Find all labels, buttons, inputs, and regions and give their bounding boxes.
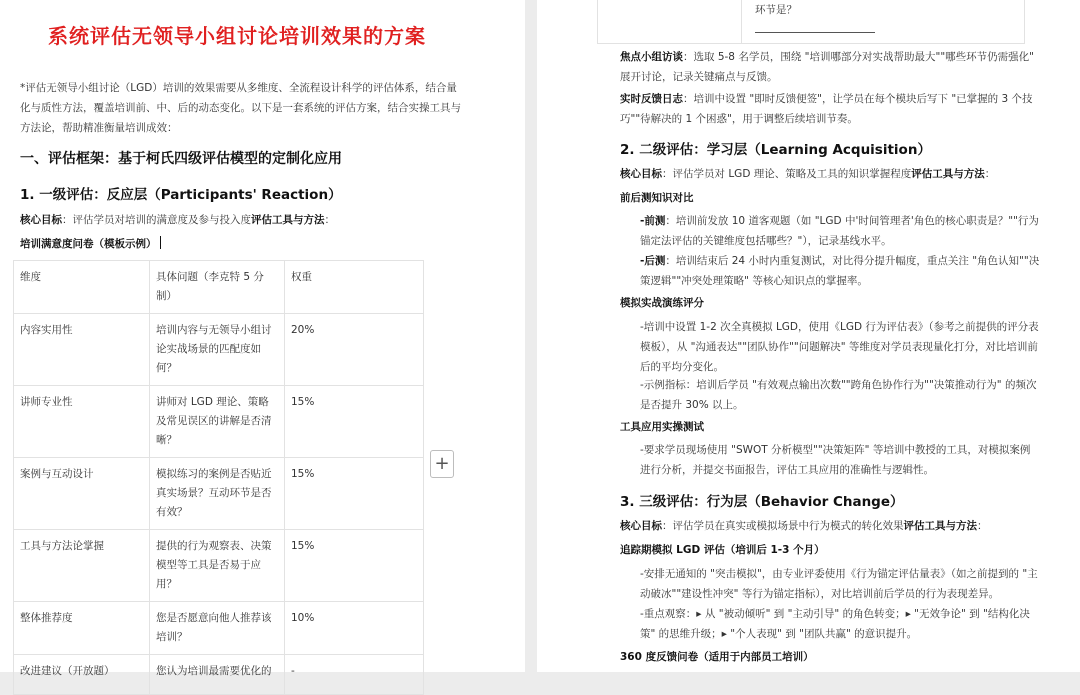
- section-heading-framework: 一、评估框架：基于柯氏四级评估模型的定制化应用: [20, 151, 342, 167]
- survey-title[interactable]: [20, 236, 161, 251]
- core-goal-label: 核心目标: [20, 214, 62, 226]
- table-header-cell: 维度: [14, 261, 150, 314]
- focus-group-label: 焦点小组访谈: [620, 51, 683, 63]
- table-cell: 您是否愿意向他人推荐该培训？: [150, 602, 285, 655]
- table-cell: 讲师对 LGD 理论、策略及常见误区的讲解是否清晰？: [150, 386, 285, 458]
- table-cell: 15%: [285, 386, 424, 458]
- prepost-label: 前后测知识对比: [620, 192, 694, 204]
- pretest-label: -前测: [640, 215, 666, 227]
- table-row: [14, 386, 424, 458]
- table-cell: 整体推荐度: [14, 602, 150, 655]
- pretest-paragraph: [640, 211, 1040, 251]
- table-row: [14, 655, 424, 695]
- pretest-text: ：培训前发放 10 道客观题（如 "LGD 中'时间管理者'角色的核心职责是？""行为锚定法评估的关键维度包括哪些？"），记录基线水平。: [640, 215, 1039, 247]
- core-goal-label: 核心目标: [620, 520, 662, 532]
- table-header-cell: 具体问题（李克特 5 分制）: [150, 261, 285, 314]
- table-cell: 提供的行为观察表、决策模型等工具是否易于应用？: [150, 530, 285, 602]
- level3-goal-text: ：评估学员在真实或模拟场景中行为模式的转化效果: [662, 520, 904, 532]
- answer-blank-line: [755, 18, 875, 33]
- table-cell: 案例与互动设计: [14, 458, 150, 530]
- table-cell: 模拟练习的案例是否贴近真实场景？互动环节是否有效？: [150, 458, 285, 530]
- table-row: [14, 458, 424, 530]
- tracking-label: 追踪期模拟 LGD 评估（培训后 1-3 个月）: [620, 544, 825, 556]
- tool-test-label: 工具应用实操测试: [620, 421, 704, 433]
- tool-test-text: -要求学员现场使用 "SWOT 分析模型""决策矩阵" 等培训中教授的工具，对模拟案例进行分析，并提交书面报告，评估工具应用的准确性与逻辑性。: [640, 444, 1031, 476]
- table-tail-text: 环节是？: [755, 4, 797, 16]
- posttest-paragraph: [640, 251, 1040, 291]
- survey-title-text: 培训满意度问卷（模板示例）: [20, 238, 157, 250]
- level1-heading: 1. 一级评估：反应层（Participants' Reaction）: [20, 187, 342, 203]
- colon: ：: [977, 520, 988, 532]
- table-row: [14, 314, 424, 386]
- table-cell: 15%: [285, 530, 424, 602]
- colon: ：: [984, 168, 996, 180]
- level2-core-goal: [620, 164, 1040, 184]
- colon: ：: [324, 214, 335, 226]
- table-cell: 10%: [285, 602, 424, 655]
- realtime-feedback-paragraph: [620, 89, 1040, 129]
- table-cell: 培训内容与无领导小组讨论实战场景的匹配度如何？: [150, 314, 285, 386]
- table-row: [14, 602, 424, 655]
- simulation-text-2: -示例指标：培训后学员 "有效观点输出次数""跨角色协作行为""决策推动行为" 的频次是否提升 30% 以上。: [640, 379, 1037, 411]
- focus-group-text: ：选取 5-8 名学员，围绕 "培训哪部分对实战帮助最大""哪些环节仍需强化" 展开讨论，记录关键痛点与反馈。: [620, 51, 1034, 83]
- feedback360-label: 360 度反馈问卷（适用于内部员工培训）: [620, 651, 814, 663]
- document-title: 系统评估无领导小组讨论培训效果的方案: [48, 24, 426, 48]
- posttest-text: ：培训结束后 24 小时内重复测试，对比得分提升幅度，重点关注 "角色认知""决策逻辑""冲突处理策略" 等核心知识点的掌握率。: [640, 255, 1040, 287]
- tracking-text-2: -重点观察：▸ 从 "被动倾听" 到 "主动引导" 的角色转变；▸ "无效争论" 到 "结构化决策" 的思维升级；▸ "个人表现" 到 "团队共赢" 的意识提升。: [640, 608, 1030, 640]
- table-cell: 20%: [285, 314, 424, 386]
- table-cell: 您认为培训最需要优化的: [150, 655, 285, 695]
- simulation-text-1: -培训中设置 1-2 次全真模拟 LGD，使用《LGD 行为评估表》（参考之前提供的评分表模板），从 "沟通表达""团队协作""问题解决" 等维度对学员表现量化打分，对比培训前后的平均分变化。: [640, 321, 1039, 373]
- table-cell: 讲师专业性: [14, 386, 150, 458]
- table-cell-continued: [755, 2, 875, 33]
- tools-label: 评估工具与方法: [903, 520, 977, 532]
- core-goal-label: 核心目标: [620, 168, 662, 180]
- intro-paragraph: *评估无领导小组讨论（LGD）培训的效果需要从多维度、全流程设计科学的评估体系，结合量化与质性方法，覆盖培训前、中、后的动态变化。以下是一套系统的评估方案，结合实操工具与方法论，帮助精准衡量培训成效：: [20, 82, 461, 134]
- table-cell: -: [285, 655, 424, 695]
- table-cell: 15%: [285, 458, 424, 530]
- level2-goal-text: ：评估学员对 LGD 理论、策略及工具的知识掌握程度: [662, 168, 912, 180]
- level3-heading: 3. 三级评估：行为层（Behavior Change）: [620, 494, 904, 510]
- table-continuation: [597, 0, 1025, 44]
- table-cell: 改进建议（开放题）: [14, 655, 150, 695]
- tools-label: 评估工具与方法: [911, 168, 985, 180]
- table-cell: 工具与方法论掌握: [14, 530, 150, 602]
- tools-label: 评估工具与方法: [251, 214, 325, 226]
- table-cell: 内容实用性: [14, 314, 150, 386]
- realtime-feedback-label: 实时反馈日志: [620, 93, 683, 105]
- posttest-label: -后测: [640, 255, 666, 267]
- table-row: [14, 530, 424, 602]
- table-header-cell: 权重: [285, 261, 424, 314]
- simulation-label: 模拟实战演练评分: [620, 297, 704, 309]
- focus-group-paragraph: [620, 47, 1040, 87]
- table-header-row: [14, 261, 424, 314]
- table-divider: [741, 0, 742, 43]
- realtime-feedback-text: ：培训中设置 "即时反馈便签"，让学员在每个模块后写下 "已掌握的 3 个技巧""待解决的 1 个困惑"，用于调整后续培训节奏。: [620, 93, 1033, 125]
- add-row-button[interactable]: +: [430, 450, 454, 478]
- level3-core-goal: [620, 516, 1040, 536]
- text-cursor: [160, 236, 161, 249]
- level2-heading: 2. 二级评估：学习层（Learning Acquisition）: [620, 142, 931, 158]
- satisfaction-survey-table: [13, 260, 424, 695]
- level1-core-goal: [20, 212, 335, 227]
- tracking-text-1: -安排无通知的 "突击模拟"，由专业评委使用《行为锚定评估量表》（如之前提到的 "主动破冰""建设性冲突" 等行为锚定指标），对比培训前后学员的行为表现差异。: [640, 568, 1038, 600]
- level1-goal-text: ：评估学员对培训的满意度及参与投入度: [62, 214, 251, 226]
